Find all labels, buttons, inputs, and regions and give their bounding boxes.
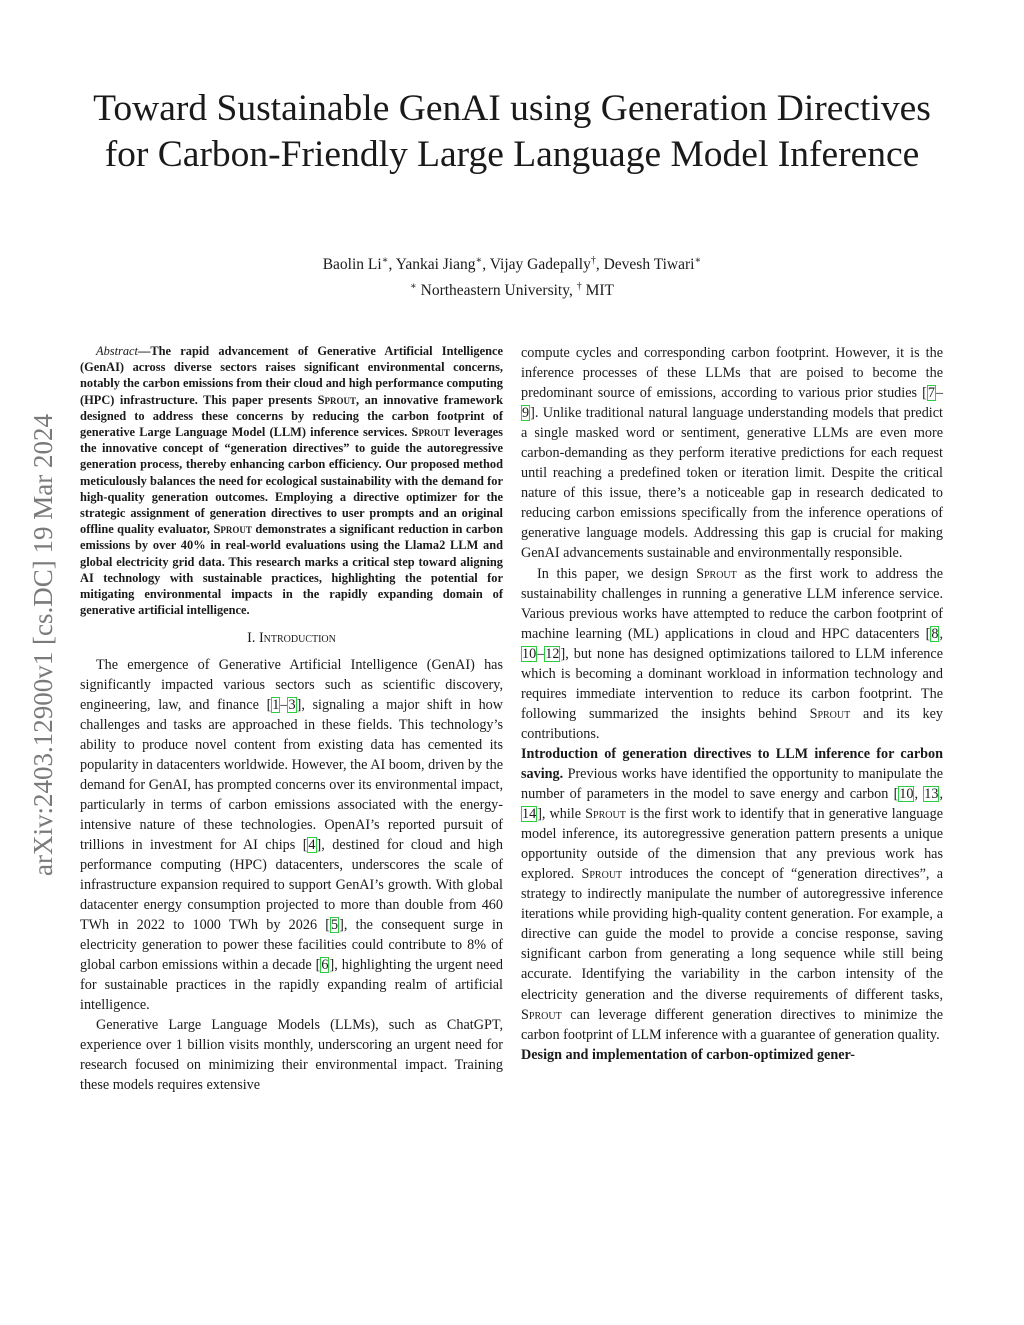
affiliation-list: ∗ Northeastern University, † MIT (409, 281, 615, 300)
affiliation-mark: ∗ (475, 255, 483, 266)
citation-link[interactable]: 1 (272, 696, 280, 713)
contribution-paragraph (521, 1045, 943, 1065)
intro-paragraph: Generative Large Language Models (LLMs), such as ChatGPT, experience over 1 billion visits monthly, underscoring an urgent need for research focused on minimizing their environmental impact. Training these models requires extensive (80, 1017, 503, 1094)
affiliation-name: MIT (585, 282, 615, 300)
system-name: Sprout (411, 425, 450, 440)
citation-link[interactable]: 10 (899, 786, 914, 803)
affiliation-mark: ∗ (409, 281, 417, 293)
affiliation-mark: † (590, 255, 596, 266)
paper-title: Toward Sustainable GenAI using Generation Directives for Carbon-Friendly Large Language Model Inference (93, 88, 931, 175)
citation-link[interactable]: 14 (522, 806, 537, 823)
citation-link[interactable]: 8 (931, 625, 939, 642)
system-name: Sprout (585, 806, 626, 823)
citation-link[interactable]: 5 (331, 917, 339, 934)
system-name: Sprout (317, 392, 357, 407)
system-name: Sprout (809, 705, 851, 722)
author-name: Devesh Tiwari (603, 256, 695, 274)
system-name: Sprout (213, 522, 252, 537)
author-name: Vijay Gadepally (489, 256, 591, 274)
abstract-label: Abstract (96, 344, 138, 358)
abstract: Abstract—The rapid advancement of Generative Artificial Intelligence (GenAI) across diverse sectors raises significant environmental concerns, notably the carbon emissions from their cloud and high performance computing (HPC) infrastructure. This paper presents Sprout, an innovative framework designed to address these concerns by reducing the carbon footprint of generative Large Language Model (LLM) inference services. Sprout leverages the innovative concept of “generation directives” to guide the autoregressive generation process, thereby enhancing carbon efficiency. Our proposed method meticulously balances the need for ecological sustainability with the demand for high-quality generation outcomes. Employing a directive optimizer for the strategic assignment of generation directives to user prompts and an original offline quality evaluator, Sprout demonstrates a significant reduction in carbon emissions by over 40% in real-world evaluations using the Llama2 LLM and global electricity grid data. This research marks a critical step toward aligning AI technology with sustainable practices, highlighting the potential for mitigating environmental impacts in the rapidly expanding domain of generative artificial intelligence. (80, 344, 503, 618)
contribution-paragraph: Introduction of generation directives to LLM inference for carbon saving. Previous works have identified the opportunity to manipulate the number of parameters in the model to save energy and carbon [10, 13, 14], while Sprout is the first work to identify that in generative language model inference, its autoregressive generation pattern presents a unique opportunity outside of the dimension that any previous work has explored. Sprout introduces the concept of “generation directives”, a strategy to indirectly manipulate the number of autoregressive inference iterations while providing high-quality content generation. For example, a directive can guide the model to provide a concise response, saving significant carbon from generating a long sequence while still being accurate. Identifying the variability in the carbon intensity of the electricity generation and the diverse requirements of different tasks, Sprout can leverage different generation directives to minimize the carbon footprint of LLM inference with a guarantee of generation quality. (521, 745, 944, 1043)
author-block (80, 250, 944, 302)
affiliation-mark: ∗ (381, 255, 389, 266)
affiliation-mark: ∗ (694, 255, 702, 266)
paragraph-heading: Design and implementation of carbon-optimized gener- (521, 1046, 856, 1063)
intro-paragraph: The emergence of Generative Artificial Intelligence (GenAI) has significantly impacted various sectors such as scientific discovery, engineering, law, and finance [1–3], signaling a major shift in how challenges and tasks are approached in these fields. This technology’s ability to produce novel content from existing data has cemented its popularity in datacenters worldwide. However, the AI boom, driven by the demand for GenAI, has prompted concerns over its environmental impact, particularly in terms of carbon emissions associated with the energy-intensive nature of these technologies. OpenAI’s reported pursuit of trillions in investment for AI chips [4], destined for cloud and high performance computing (HPC) datacenters, underscores the scale of infrastructure expansion required to support GenAI’s growth. With global datacenter energy consumption projected to more than double from 460 TWh in 2022 to 1000 TWh by 2026 [5], the consequent surge in electricity generation to power these facilities could contribute to 8% of global carbon emissions within a decade [6], highlighting the urgent need for sustainable practices in the rapidly expanding realm of artificial intelligence. (80, 656, 503, 1014)
affiliation-mark: † (576, 281, 582, 293)
affiliation-name: Northeastern University (420, 282, 569, 300)
system-name: Sprout (581, 866, 623, 883)
left-column (80, 343, 503, 1096)
arxiv-identifier-stamp: arXiv:2403.12900v1 [cs.DC] 19 Mar 2024 (28, 414, 58, 876)
citation-link[interactable]: 12 (545, 645, 560, 662)
citation-link[interactable]: 9 (522, 405, 530, 422)
citation-link[interactable]: 10 (522, 645, 537, 662)
paragraph-heading: Introduction of generation directives to LLM inference for carbon saving. (521, 745, 943, 782)
right-column (521, 343, 943, 1065)
section-heading-introduction: I. Introduction (247, 630, 336, 647)
citation-link[interactable]: 4 (308, 836, 316, 853)
citation-link[interactable]: 6 (321, 957, 329, 974)
citation-link[interactable]: 13 (924, 786, 939, 803)
intro-paragraph: In this paper, we design Sprout as the first work to address the sustainability challenges in running a generative LLM inference service. Various previous works have attempted to reduce the carbon footprint of machine learning (ML) applications in cloud and HPC datacenters [8, 10–12], but none has designed optimizations tailored to LLM inference which is becoming a dominant workload in information technology and requires immediate intervention to reduce its carbon footprint. The following summarized the insights behind Sprout and its key contributions. (521, 565, 943, 742)
system-name: Sprout (521, 1006, 562, 1023)
author-list: Baolin Li∗, Yankai Jiang∗, Vijay Gadepally†, Devesh Tiwari∗ (322, 255, 702, 274)
citation-link[interactable]: 7 (927, 385, 935, 402)
intro-paragraph-continued: compute cycles and corresponding carbon footprint. However, it is the inference processes of these LLMs that are poised to become the predominant source of emissions, according to various prior studies [7–9]. Unlike traditional natural language understanding models that predict a single masked word or sentiment, generative LLMs are even more carbon-demanding as they perform iterative predictions for each request until reaching a predefined token or iteration limit. Despite the critical nature of this issue, there’s a noticeable gap in research dedicated to reducing carbon emissions specifically from the inference operations of generative language models. Addressing this gap is crucial for making GenAI advancements sustainable and environmentally responsible. (521, 345, 943, 562)
author-name: Baolin Li (322, 256, 382, 274)
author-name: Yankai Jiang (395, 256, 476, 274)
system-name: Sprout (696, 565, 737, 582)
citation-link[interactable]: 3 (288, 696, 296, 713)
